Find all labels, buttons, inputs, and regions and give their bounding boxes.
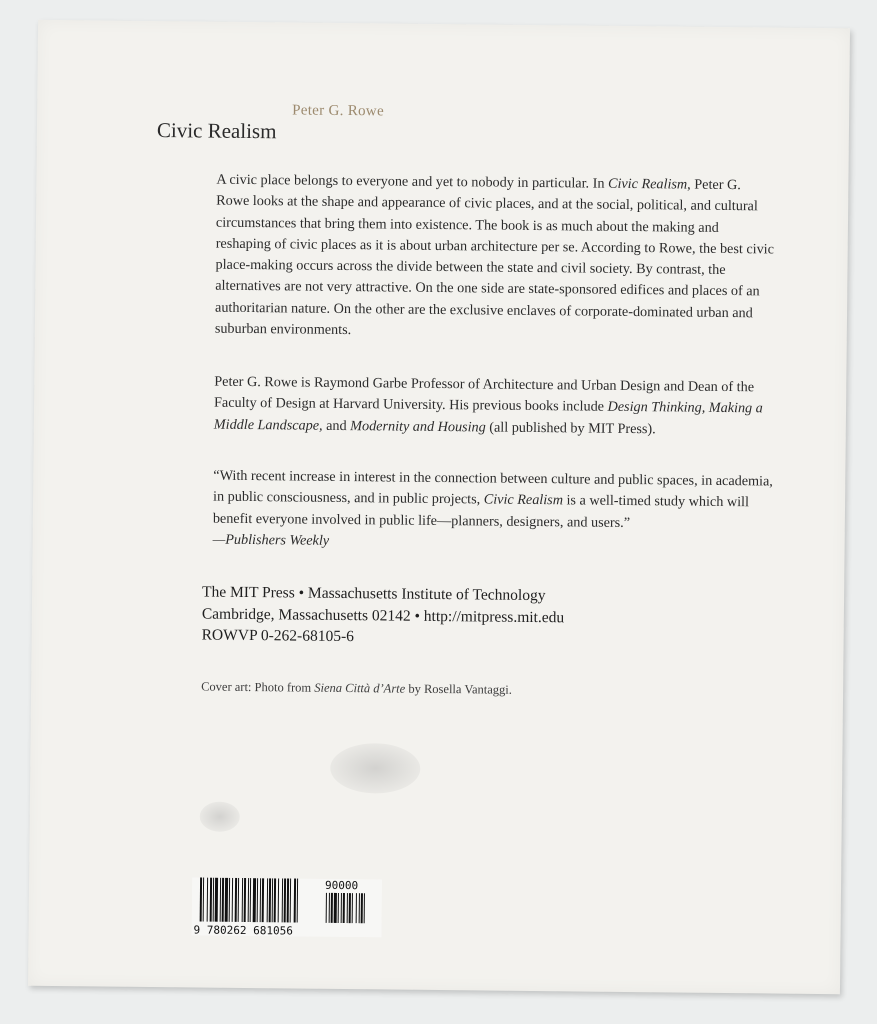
barcode-bar	[331, 893, 333, 923]
stain-mark	[200, 802, 240, 832]
barcode-bar	[215, 878, 218, 922]
book-title: Civic Realism	[156, 118, 277, 144]
book-back-cover	[28, 20, 850, 994]
barcode-bar	[361, 893, 363, 923]
barcode-bar	[225, 878, 228, 922]
publisher-block	[202, 582, 565, 650]
stain-mark	[330, 743, 421, 794]
author-bio-paragraph: Peter G. Rowe is Raymond Garbe Professor of Architecture and Urban Design and Dean of the Faculty of Design at Harvard University. His previous books include Design Thinking, Making a Middle Landscape, and Modernity and Housing (all published by MIT Press).	[213, 373, 763, 437]
author-name: Peter G. Rowe	[292, 102, 385, 120]
barcode-price-code: 90000	[324, 878, 359, 893]
publisher-address: Cambridge, Massachusetts 02142 • http://mitpress.mit.edu	[201, 605, 565, 626]
publisher-name: The MIT Press • Massachusetts Institute of Technology	[202, 583, 546, 605]
barcode-bar	[334, 893, 337, 923]
review-quote: “With recent increase in interest in the connection between culture and public spaces, in academia, in public consciousness, and in public projects, Civic Realism is a well-timed study which will benefit everyone involved in public life—planners, designers, and users.” —Publishers Weekly	[212, 467, 773, 549]
isbn-barcode	[191, 877, 382, 937]
barcode-bar	[349, 893, 351, 923]
cover-art-credit: Cover art: Photo from Siena Città d’Arte by Rosella Vantaggi.	[201, 679, 513, 697]
barcode-isbn-digits: 9 780262 681056	[193, 923, 293, 938]
barcode-bar	[343, 893, 345, 923]
product-code: ROWVP 0-262-68105-6	[201, 626, 354, 646]
description-paragraph: A civic place belongs to everyone and yet to nobody in particular. In Civic Realism, Peter G. Rowe looks at the shape and appearance of civic places, and at the social, political, and cultural circumstances that bring them into existence. The book is as much about the making and reshaping of civic places as it is about urban architecture per se. According to Rowe, the best civic place-making occurs across the divide between the state and civil society. By contrast, the alternatives are not very attractive. On the one side are state-sponsored edifices and places of an authoritarian nature. On the other are the exclusive enclaves of corporate-dominated urban and suburban environments.	[214, 171, 775, 339]
quote-source: —Publishers Weekly	[212, 531, 330, 549]
barcode-bar	[253, 878, 256, 922]
